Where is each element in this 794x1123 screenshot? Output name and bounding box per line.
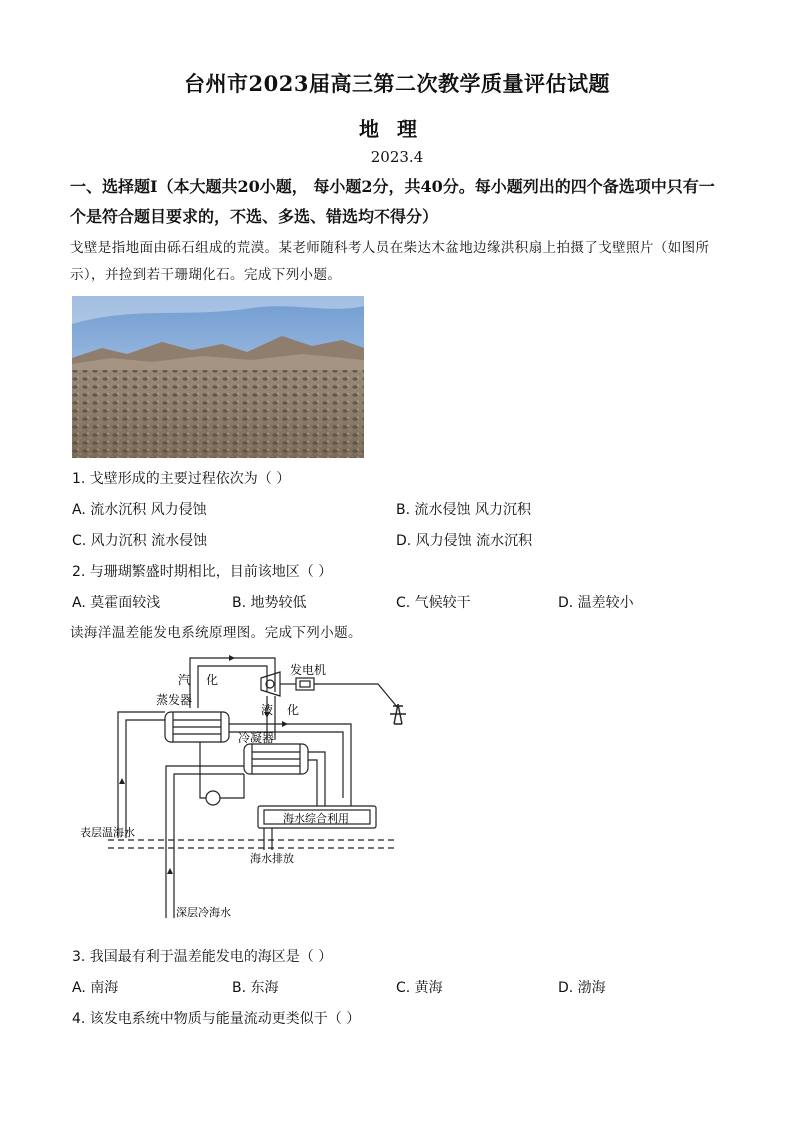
question-3-option-d[interactable]: D. 渤海 [558, 980, 606, 996]
question-2-option-a[interactable]: A. 莫霍面较浅 [72, 595, 161, 611]
section-heading: 一、选择题Ⅰ（本大题共20小题， 每小题2分，共40分。每小题列出的四个备选项中只有一个是符合题目要求的，不选、多选、错选均不得分） [70, 177, 715, 226]
question-1-option-a[interactable]: A. 流水沉积 风力侵蚀 [72, 502, 207, 518]
label-discharge: 海水排放 [250, 852, 294, 865]
exam-date: 2023.4 [370, 148, 424, 166]
question-1-option-d[interactable]: D. 风力侵蚀 流水沉积 [396, 533, 533, 549]
group2-intro: 读海洋温差能发电系统原理图。完成下列小题。 [70, 625, 362, 641]
label-vaporize: 化 [206, 673, 219, 687]
question-3-option-c[interactable]: C. 黄海 [396, 980, 443, 996]
label-surface-water: 表层温海水 [80, 826, 135, 839]
question-2-option-d[interactable]: D. 温差较小 [558, 595, 634, 611]
label-generator: 发电机 [290, 663, 327, 677]
label-condenser: 冷凝器 [238, 731, 275, 745]
question-3-option-b[interactable]: B. 东海 [232, 980, 279, 996]
label-evaporator: 蒸发器 [156, 693, 193, 707]
question-4-stem: 4. 该发电系统中物质与能量流动更类似于（ ） [72, 1011, 361, 1027]
exam-title: 台州市2023届高三第二次教学质量评估试题 [184, 71, 610, 96]
question-1-option-c[interactable]: C. 风力沉积 流水侵蚀 [72, 533, 208, 549]
question-1-option-b[interactable]: B. 流水侵蚀 风力沉积 [396, 502, 531, 518]
question-3-option-a[interactable]: A. 南海 [72, 980, 119, 996]
question-1-stem: 1. 戈壁形成的主要过程依次为（ ） [72, 471, 291, 487]
question-2-option-b[interactable]: B. 地势较低 [232, 595, 307, 611]
otec-system-diagram [78, 648, 438, 928]
label-deep-water: 深层冷海水 [176, 906, 231, 919]
question-2-stem: 2. 与珊瑚繁盛时期相比，目前该地区（ ） [72, 564, 333, 580]
label-steam: 汽 [178, 673, 191, 687]
question-2-option-c[interactable]: C. 气候较干 [396, 595, 471, 611]
group1-intro: 戈壁是指地面由砾石组成的荒漠。某老师随科考人员在柴达木盆地边缘洪积扇上拍摄了戈壁照片（如图所示），并捡到若干珊瑚化石。完成下列小题。 [70, 240, 710, 283]
label-liquid: 液 [261, 703, 274, 717]
gobi-photo [72, 296, 364, 458]
label-liquefy: 化 [287, 703, 300, 717]
subject-title: 地理 [359, 117, 435, 141]
label-comprehensive-use: 海水综合利用 [283, 812, 349, 825]
question-3-stem: 3. 我国最有利于温差能发电的海区是（ ） [72, 949, 333, 965]
